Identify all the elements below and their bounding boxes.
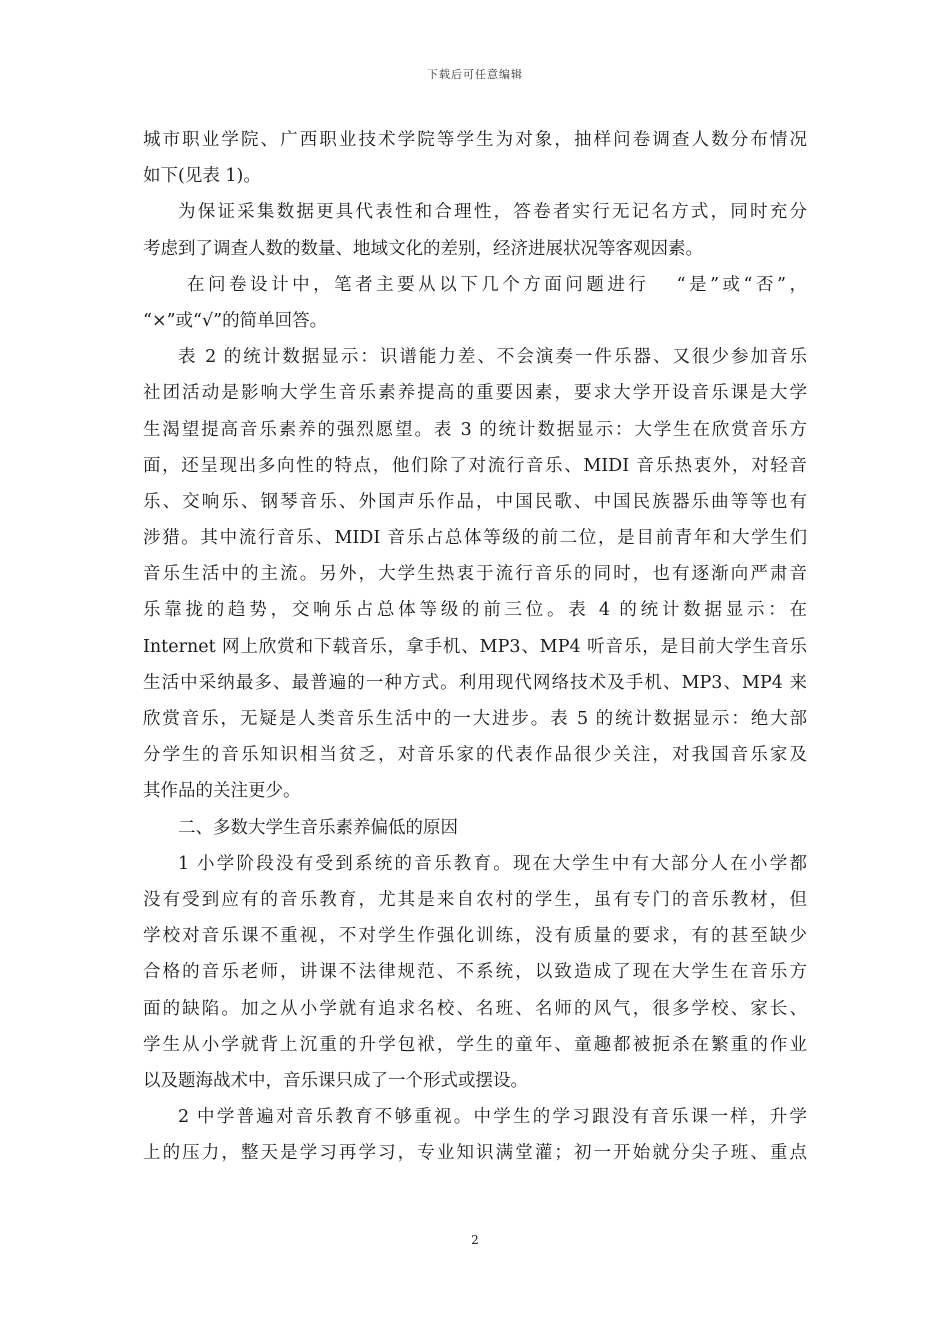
text-line: 以及题海战术中，音乐课只成了一个形式或摆设。: [143, 1070, 528, 1091]
text-line: 分学生的音乐知识相当贫乏，对音乐家的代表作品很少关注，对我国音乐家及: [143, 745, 807, 766]
text-line: 涉猎。其中流行音乐、MIDI 音乐占总体等级的前二位，是目前青年和大学生们: [143, 528, 807, 549]
text-line: 合格的音乐老师，讲课不法律规范、不系统，以致造成了现在大学生在音乐方: [143, 962, 807, 983]
text-line: 表 2 的统计数据显示：识谱能力差、不会演奏一件乐器、又很少参加音乐: [178, 347, 807, 368]
text-line: 1 小学阶段没有受到系统的音乐教育。现在大学生中有大部分人在小学都: [178, 853, 807, 874]
text-line: 学校对音乐课不重视，不对学生作强化训练，没有质量的要求，有的甚至缺少: [143, 926, 807, 947]
text-line: 音乐生活中的主流。另外，大学生热衷于流行音乐的同时，也有逐渐向严肃音: [143, 564, 807, 585]
text-line: 上的压力，整天是学习再学习，专业知识满堂灌；初一开始就分尖子班、重点: [143, 1143, 807, 1164]
page-header: 下载后可任意编辑: [427, 68, 523, 81]
text-line: 生渴望提高音乐素养的强烈愿望。表 3 的统计数据显示：大学生在欣赏音乐方: [143, 419, 807, 440]
text-line: 乐、交响乐、钢琴音乐、外国声乐作品，中国民歌、中国民族器乐曲等等也有: [143, 491, 807, 512]
text-line: 欣赏音乐，无疑是人类音乐生活中的一大进步。表 5 的统计数据显示：绝大部: [143, 709, 807, 729]
text-line: “×”或“√”的简单回答。: [143, 310, 328, 331]
text-line: 社团活动是影响大学生音乐素养提高的重要因素，要求大学开设音乐课是大学: [143, 383, 807, 404]
text-line: 为保证采集数据更具代表性和合理性，答卷者实行无记名方式，同时充分: [178, 202, 807, 223]
text-line: 面的缺陷。加之从小学就有追求名校、名班、名师的风气，很多学校、家长、: [143, 998, 807, 1019]
text-line: 学生从小学就背上沉重的升学包袱，学生的童年、童趣都被扼杀在繁重的作业: [143, 1034, 807, 1055]
text-line: 乐靠拢的趋势，交响乐占总体等级的前三位。表 4 的统计数据显示：在: [143, 600, 807, 621]
text-line: 2 中学普遍对音乐教育不够重视。中学生的学习跟没有音乐课一样，升学: [178, 1107, 807, 1128]
text-line: 其作品的关注更少。: [143, 781, 301, 802]
body-text: [143, 122, 807, 1171]
section-heading: 二、多数大学生音乐素养偏低的原因: [178, 817, 458, 838]
text-line: 如下(见表 1)。: [143, 166, 261, 187]
text-line: 没有受到应有的音乐教育，尤其是来自农村的学生，虽有专门的音乐教材，但: [143, 889, 807, 910]
text-line: 城市职业学院、广西职业技术学院等学生为对象，抽样问卷调查人数分布情况: [143, 130, 807, 150]
text-line: Internet 网上欣赏和下载音乐，拿手机、MP3、MP4 听音乐，是目前大学生音乐: [143, 636, 807, 657]
text-line: 考虑到了调查人数的数量、地域文化的差别，经济进展状况等客观因素。: [143, 238, 703, 259]
text-line: 在问卷设计中，笔者主要从以下几个方面问题进行 “是”或“否”，: [187, 274, 807, 295]
text-line: 生活中采纳最多、最普遍的一种方式。利用现代网络技术及手机、MP3、MP4 来: [143, 672, 807, 693]
text-line: 面，还呈现出多向性的特点，他们除了对流行音乐、MIDI 音乐热衷外，对轻音: [143, 455, 807, 476]
page-number: 2: [471, 1233, 479, 1247]
